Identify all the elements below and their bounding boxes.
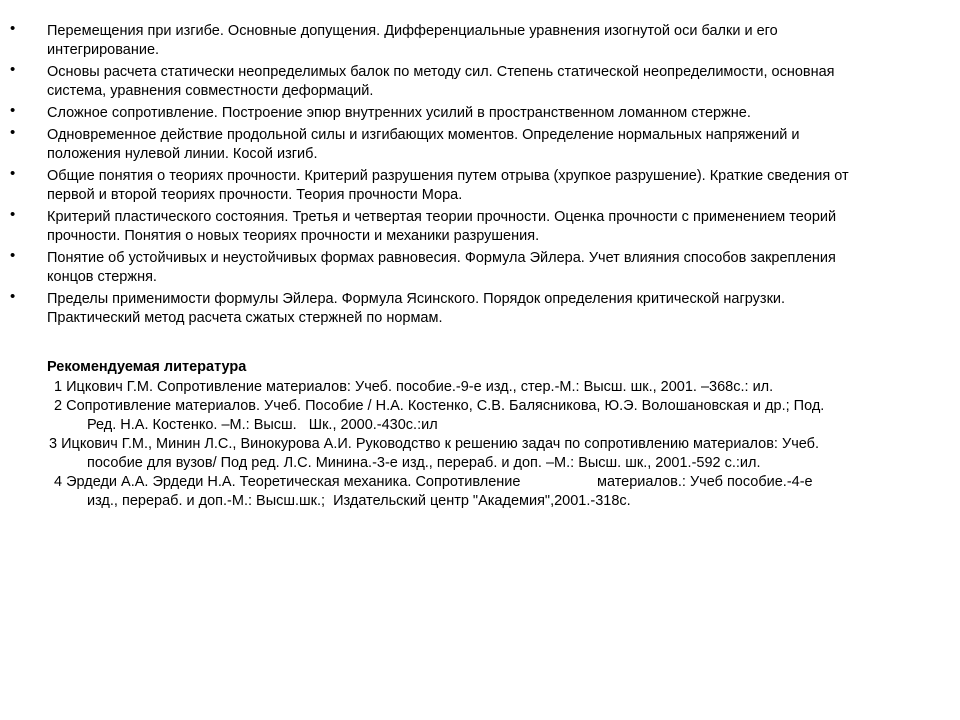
- bullet-icon: •: [10, 102, 16, 119]
- bullet-icon: •: [10, 288, 16, 305]
- topic-item: [10, 290, 940, 328]
- topic-line: Основы расчета статически неопределимых балок по методу сил. Степень статической неопределимости, основная: [47, 64, 835, 80]
- topic-line: Пределы применимости формулы Эйлера. Формула Ясинского. Порядок определения критической нагрузки.: [47, 291, 786, 307]
- bullet-icon: •: [10, 165, 16, 182]
- bullet-icon: •: [10, 124, 16, 141]
- literature-line: пособие для вузов/ Под ред. Л.С. Минина.-3-е изд., перераб. и доп. –М.: Высш. шк., 2001.-592 с.:ил.: [87, 455, 761, 471]
- literature-line: Ред. Н.А. Костенко. –М.: Высш. Шк., 2000.-430с.:ил: [87, 417, 438, 433]
- topic-line: интегрирование.: [47, 42, 160, 58]
- literature-entry: [47, 435, 927, 473]
- topic-list: [10, 22, 940, 331]
- literature-line: 1 Ицкович Г.М. Сопротивление материалов: Учеб. пособие.-9-е изд., стер.-М.: Высш. шк., 2001. –368с.: ил.: [54, 379, 774, 395]
- topic-line: Одновременное действие продольной силы и изгибающих моментов. Определение нормальных напряжений и: [47, 127, 800, 143]
- literature-line: 4 Эрдеди А.А. Эрдеди Н.А. Теоретическая механика. Сопротивление материалов.: Учеб пособие.-4-е: [54, 474, 813, 490]
- topic-line: Общие понятия о теориях прочности. Критерий разрушения путем отрыва (хрупкое разрушение). Краткие сведения от: [47, 168, 849, 184]
- topic-line: концов стержня.: [47, 269, 157, 285]
- topic-item: [10, 126, 940, 164]
- literature-entry: [47, 378, 927, 397]
- topic-item: [10, 208, 940, 246]
- topic-item: [10, 167, 940, 205]
- topic-line: Критерий пластического состояния. Третья и четвертая теории прочности. Оценка прочности с применением теорий: [47, 209, 837, 225]
- topic-item: [10, 249, 940, 287]
- literature-entry: [47, 473, 927, 511]
- literature-line: 2 Сопротивление материалов. Учеб. Пособие / Н.А. Костенко, С.В. Балясникова, Ю.Э. Волошановская и др.; Под.: [54, 398, 825, 414]
- topic-line: Перемещения при изгибе. Основные допущения. Дифференциальные уравнения изогнутой оси балки и его: [47, 23, 778, 39]
- bullet-icon: •: [10, 206, 16, 223]
- bullet-icon: •: [10, 247, 16, 264]
- topic-item: [10, 22, 940, 60]
- literature-line: изд., перераб. и доп.-М.: Высш.шк.; Издательский центр "Академия",2001.-318с.: [87, 493, 631, 509]
- topic-line: Понятие об устойчивых и неустойчивых формах равновесия. Формула Эйлера. Учет влияния способов закрепления: [47, 250, 836, 266]
- topic-line: Практический метод расчета сжатых стержней по нормам.: [47, 310, 443, 326]
- bullet-icon: •: [10, 61, 16, 78]
- literature-entry: [47, 397, 927, 435]
- topic-line: система, уравнения совместности деформаций.: [47, 83, 374, 99]
- literature-heading: Рекомендуемая литература: [47, 359, 247, 375]
- topic-item: [10, 104, 940, 123]
- literature-section: [47, 358, 927, 511]
- literature-line: 3 Ицкович Г.М., Минин Л.С., Винокурова А.И. Руководство к решению задач по сопротивлению материалов: Учеб.: [49, 436, 819, 452]
- topic-line: положения нулевой линии. Косой изгиб.: [47, 146, 318, 162]
- topic-line: первой и второй теориях прочности. Теория прочности Мора.: [47, 187, 463, 203]
- topic-line: прочности. Понятия о новых теориях прочности и механики разрушения.: [47, 228, 540, 244]
- bullet-icon: •: [10, 20, 16, 37]
- topic-line: Сложное сопротивление. Построение эпюр внутренних усилий в пространственном ломанном стержне.: [47, 105, 751, 121]
- topic-item: [10, 63, 940, 101]
